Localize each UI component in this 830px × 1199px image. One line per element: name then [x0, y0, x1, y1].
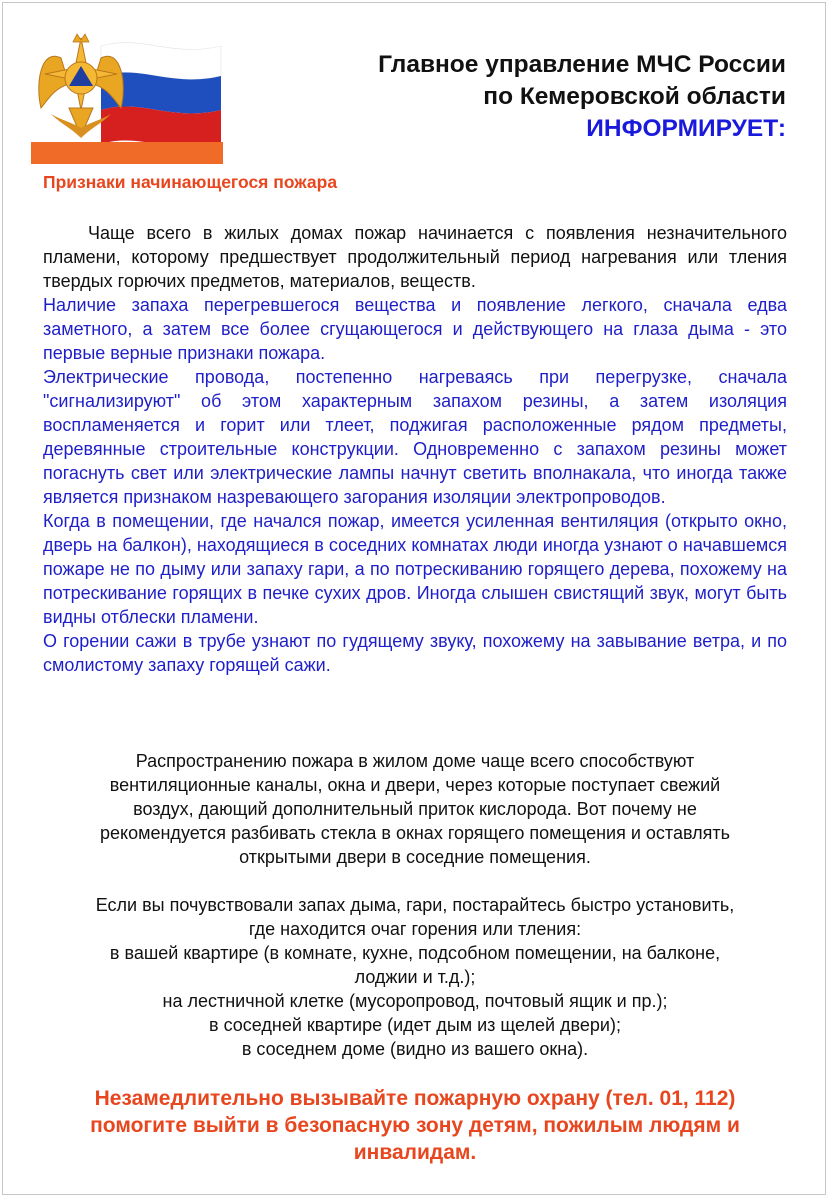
- smoke-line: где находится очаг горения или тления:: [248, 919, 582, 939]
- header-org-line2: по Кемеровской области: [483, 83, 786, 110]
- header-org-line1: Главное управление МЧС России: [378, 51, 786, 78]
- smoke-source-block: [43, 893, 787, 1061]
- warning-line: помогите выйти в безопасную зону детям, пожилым людям и: [90, 1114, 740, 1137]
- paragraph-intro: Чаще всего в жилых домах пожар начинается с появления незначительного пламени, которому предшествует продолжительный период нагревания или тления твердых горючих предметов, материалов, веществ.: [43, 223, 787, 291]
- spread-line: вентиляционные каналы, окна и двери, через которые поступает свежий: [109, 775, 721, 795]
- header-informs: ИНФОРМИРУЕТ:: [586, 115, 786, 142]
- header: [378, 49, 786, 145]
- paragraph-soot: О горении сажи в трубе узнают по гудящему звуку, похожему на завывание ветра, и по смолистому запаху горящей сажи.: [43, 631, 787, 675]
- warning-line: инвалидам.: [353, 1141, 477, 1164]
- smoke-line: лоджии и т.д.);: [354, 967, 476, 987]
- emergency-warning: [43, 1085, 787, 1166]
- spread-line: воздух, дающий дополнительный приток кислорода. Вот почему не: [133, 799, 697, 819]
- smoke-line: в соседней квартире (идет дым из щелей двери);: [209, 1015, 621, 1035]
- warning-line: Незамедлительно вызывайте пожарную охрану (тел. 01, 112): [94, 1087, 736, 1110]
- smoke-line: в соседнем доме (видно из вашего окна).: [241, 1039, 589, 1059]
- paragraph-smell-smoke: Наличие запаха перегревшегося вещества и появление легкого, сначала едва заметного, а затем все более сгущающегося и действующего на глаза дыма - это первые верные признаки пожара.: [43, 295, 787, 363]
- spread-block: [43, 749, 787, 869]
- smoke-line: в вашей квартире (в комнате, кухне, подсобном помещении, на балконе,: [109, 943, 721, 963]
- section-title: Признаки начинающегося пожара: [43, 172, 338, 192]
- smoke-line: Если вы почувствовали запах дыма, гари, постарайтесь быстро установить,: [95, 895, 735, 915]
- smoke-line: на лестничной клетке (мусоропровод, почтовый ящик и пр.);: [162, 991, 668, 1011]
- emercom-emblem-icon: [31, 28, 223, 164]
- spread-line: открытыми двери в соседние помещения.: [239, 847, 591, 867]
- spread-line: Распространению пожара в жилом доме чаще всего способствуют: [135, 751, 695, 771]
- paragraph-electrical: Электрические провода, постепенно нагреваясь при перегрузке, сначала "сигнализируют" об этом характерным запахом резины, а затем изоляция воспламеняется и горит или тлеет, поджигая расположенные рядом предметы, деревянные строительные конструкции. Одновременно с запахом резины может погаснуть свет или электрические лампы начнут светить вполнакала, что иногда также является признаком назревающего загорания изоляции электропроводов.: [43, 367, 787, 507]
- spread-line: рекомендуется разбивать стекла в окнах горящего помещения и оставлять: [100, 823, 730, 843]
- paragraph-ventilation: Когда в помещении, где начался пожар, имеется усиленная вентиляция (открыто окно, дверь на балкон), находящиеся в соседних комнатах люди иногда узнают о начавшемся пожаре не по дыму или запаху гари, а по потрескиванию горящего дерева, похожему на потрескивание горящих в печке сухих дров. Иногда слышен свистящий звук, могут быть видны отблески пламени.: [43, 511, 787, 627]
- fire-signs-text: [43, 221, 787, 677]
